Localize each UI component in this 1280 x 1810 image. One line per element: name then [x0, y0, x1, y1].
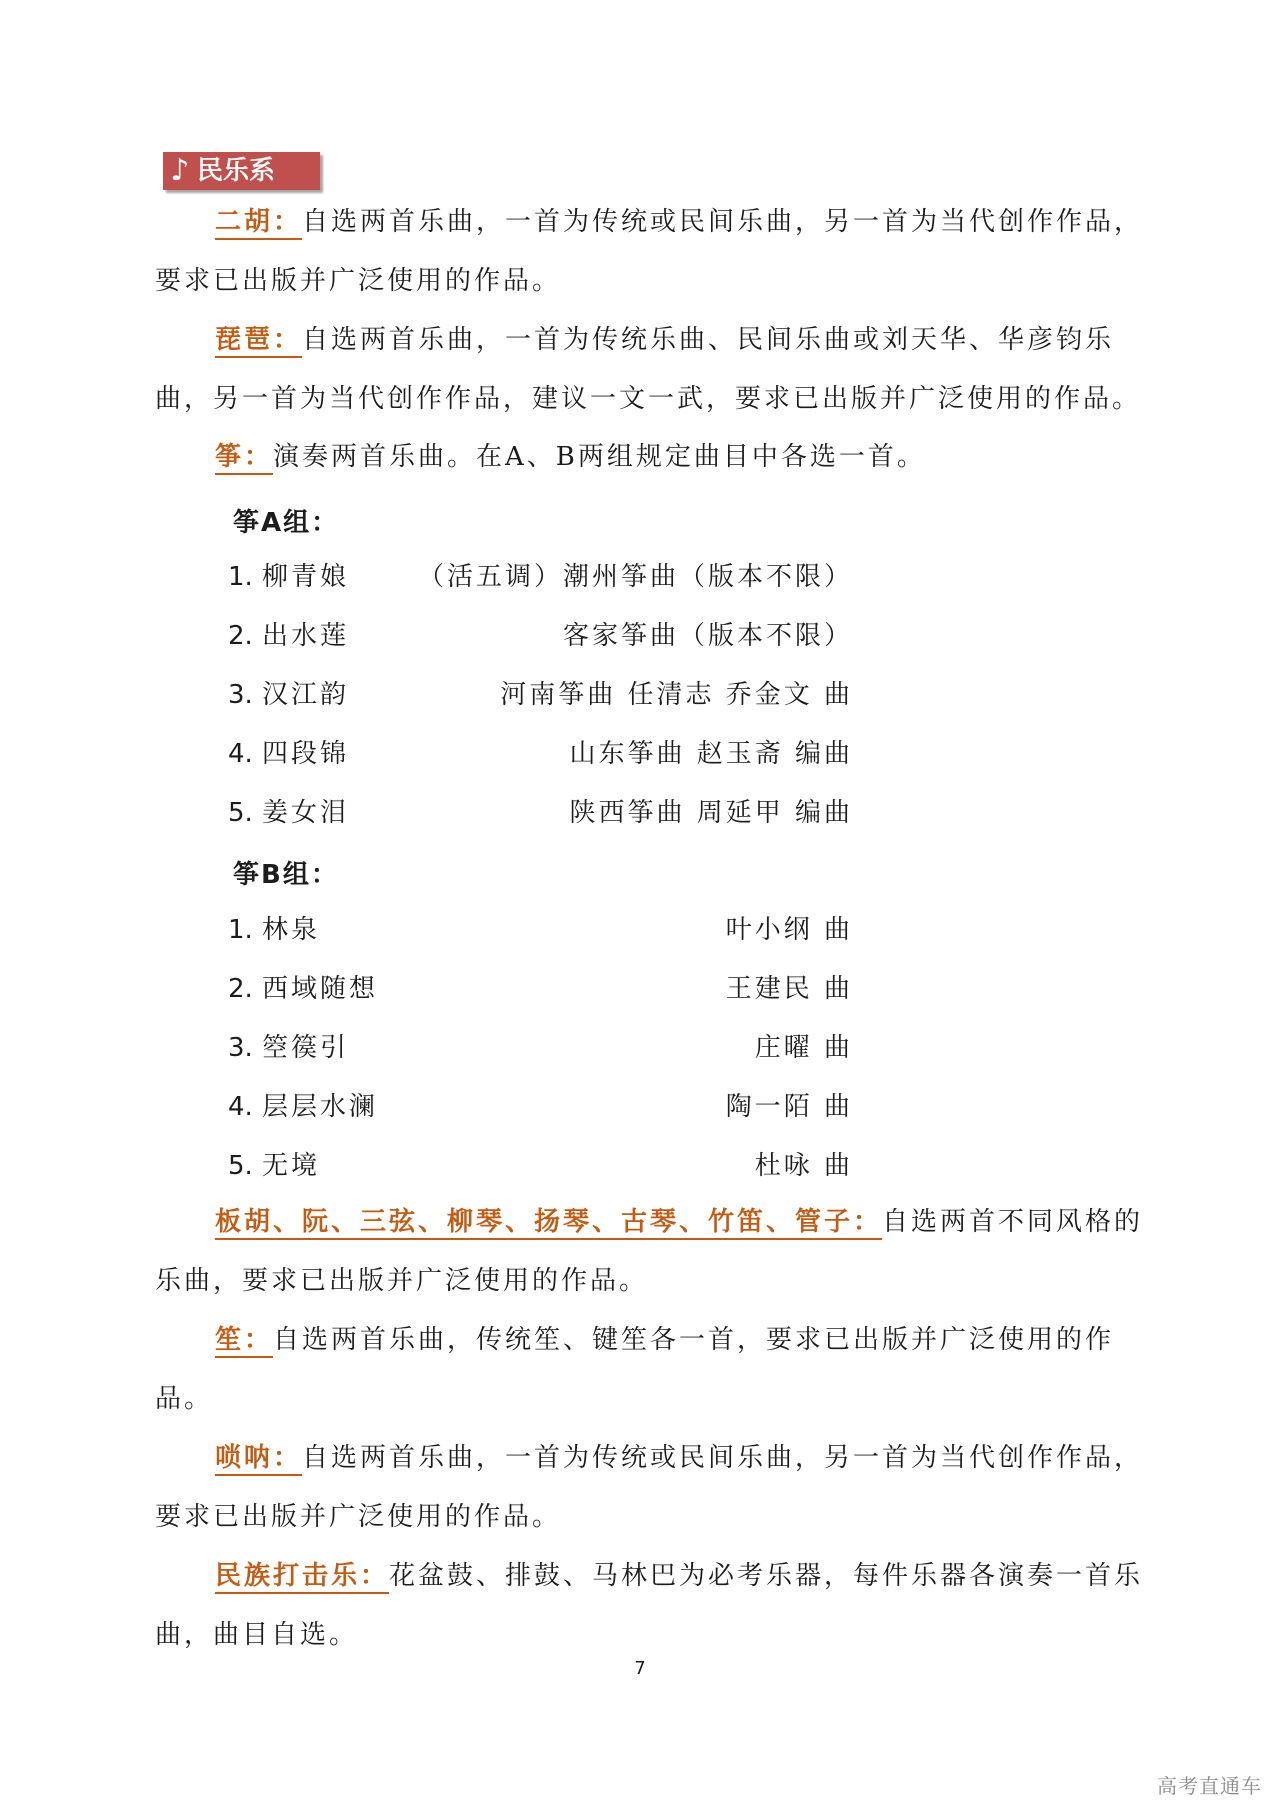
list-item	[228, 910, 853, 950]
instrument-label-suona: 唢呐：	[215, 1443, 302, 1476]
piece-title: 林泉	[262, 915, 321, 945]
piece-info: 客家筝曲（版本不限）	[562, 621, 853, 651]
paragraph-pipa	[155, 311, 1165, 429]
list-item	[228, 675, 853, 715]
instrument-label-zheng: 筝：	[215, 442, 273, 475]
piece-info: 杜咏 曲	[754, 1151, 853, 1181]
piece-info: 河南筝曲 任清志 乔金文 曲	[500, 680, 853, 710]
item-number: 4.	[228, 739, 253, 769]
item-number: 5.	[228, 798, 253, 828]
piece-title: 四段锦	[262, 739, 350, 769]
list-item	[228, 1146, 853, 1186]
list-item	[228, 1028, 853, 1068]
item-number: 1.	[228, 915, 253, 945]
item-number: 1.	[228, 562, 253, 592]
piece-title: 姜女泪	[262, 798, 350, 828]
instrument-label-pipa: 琵琶：	[215, 325, 302, 358]
list-item	[228, 616, 853, 656]
list-item	[228, 557, 853, 597]
piece-title: 柳青娘	[262, 562, 350, 592]
paragraph-text: 花盆鼓、排鼓、马林巴为必考乐器，每件乐器各演奏一首乐曲，曲目自选。	[155, 1561, 1144, 1650]
paragraph-erhu	[155, 193, 1165, 311]
page-number: 7	[634, 1658, 646, 1679]
piece-title: 出水莲	[262, 621, 350, 651]
paragraph-text: 自选两首乐曲，传统笙、键笙各一首，要求已出版并广泛使用的作品。	[155, 1325, 1115, 1414]
item-number: 2.	[228, 621, 253, 651]
piece-title: 西域随想	[262, 974, 379, 1004]
paragraph-percussion	[155, 1547, 1165, 1665]
piece-info: 山东筝曲 赵玉斋 编曲	[569, 739, 853, 769]
music-note-icon: ♪	[170, 153, 190, 188]
item-number: 2.	[228, 974, 253, 1004]
list-item	[228, 969, 853, 1009]
item-number: 4.	[228, 1092, 253, 1122]
paragraph-zheng	[155, 428, 1165, 487]
piece-title: 层层水澜	[262, 1092, 379, 1122]
item-number: 5.	[228, 1151, 253, 1181]
paragraph-text: 自选两首乐曲，一首为传统或民间乐曲，另一首为当代创作作品，要求已出版并广泛使用的作品。	[155, 207, 1144, 296]
instrument-label-sheng: 笙：	[215, 1325, 273, 1358]
paragraph-suona	[155, 1429, 1165, 1547]
piece-title: 箜篌引	[262, 1033, 350, 1063]
paragraph-text: 自选两首不同风格的乐曲，要求已出版并广泛使用的作品。	[155, 1207, 1144, 1296]
paragraph-text: 自选两首乐曲，一首为传统乐曲、民间乐曲或刘天华、华彦钧乐曲，另一首为当代创作作品，建议一文一武，要求已出版并广泛使用的作品。	[155, 325, 1142, 414]
section-heading	[163, 152, 320, 190]
item-number: 3.	[228, 1033, 253, 1063]
piece-title: 无境	[262, 1151, 321, 1181]
group-b-title: 筝B组：	[233, 860, 339, 890]
paragraph-sheng	[155, 1311, 1165, 1429]
piece-info: 庄曜 曲	[754, 1033, 853, 1063]
piece-info: （活五调）潮州筝曲（版本不限）	[417, 562, 853, 592]
list-item	[228, 793, 853, 833]
watermark: 高考直通车	[1157, 1774, 1262, 1798]
list-item	[228, 734, 853, 774]
instrument-label-percussion: 民族打击乐：	[215, 1561, 389, 1594]
section-title: 民乐系	[197, 156, 276, 186]
instrument-label-erhu: 二胡：	[215, 207, 302, 240]
piece-info: 叶小纲 曲	[725, 915, 853, 945]
piece-title: 汉江韵	[262, 680, 350, 710]
piece-info: 王建民 曲	[725, 974, 853, 1004]
paragraph-text: 自选两首乐曲，一首为传统或民间乐曲，另一首为当代创作作品，要求已出版并广泛使用的作品。	[155, 1443, 1144, 1532]
item-number: 3.	[228, 680, 253, 710]
piece-info: 陕西筝曲 周延甲 编曲	[569, 798, 853, 828]
instrument-label-others: 板胡、阮、三弦、柳琴、扬琴、古琴、竹笛、管子：	[215, 1207, 882, 1240]
group-a-title: 筝A组：	[233, 508, 340, 538]
paragraph-text: 演奏两首乐曲。在A、B两组规定曲目中各选一首。	[273, 442, 926, 472]
list-item	[228, 1087, 853, 1127]
piece-info: 陶一陌 曲	[725, 1092, 853, 1122]
paragraph-other-instruments	[155, 1193, 1165, 1311]
